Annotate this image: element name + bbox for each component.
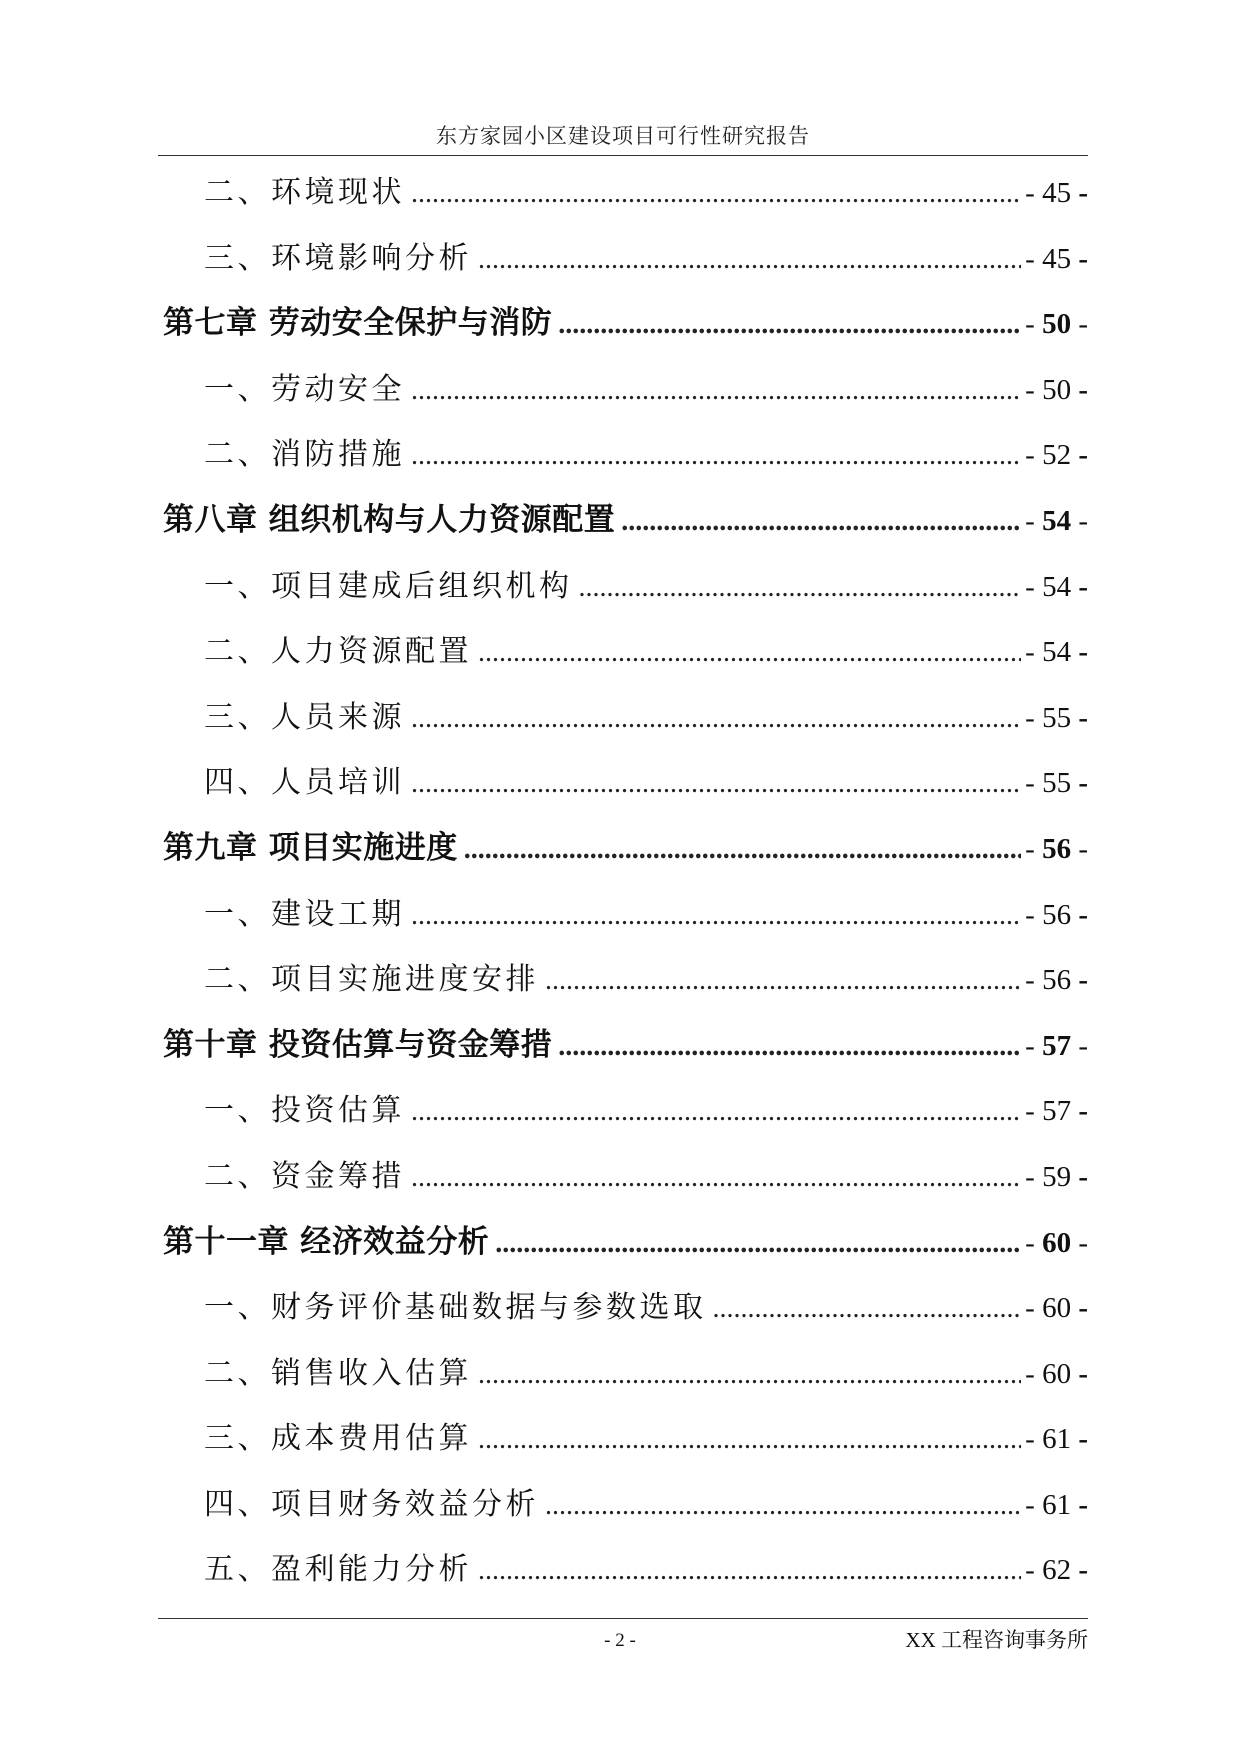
toc-dot-leader xyxy=(478,227,1021,293)
toc-entry-label: 一、项目建成后组织机构 xyxy=(204,568,573,604)
toc-page-number: - 57 - xyxy=(1025,1029,1088,1062)
toc-dot-leader xyxy=(558,1014,1021,1080)
toc-entry[interactable] xyxy=(158,1275,1088,1341)
toc-page-number: - 62 - xyxy=(1025,1554,1088,1587)
toc-entry-label: 二、环境现状 xyxy=(204,175,405,210)
toc-entry-label: 一、投资估算 xyxy=(204,1093,405,1129)
toc-dot-leader xyxy=(411,686,1021,752)
toc-page-number: - 56 - xyxy=(1025,832,1088,865)
toc-page-number: - 45 - xyxy=(1025,177,1088,209)
toc-entry-label: 三、成本费用估算 xyxy=(204,1421,472,1457)
toc-page-number: - 60 - xyxy=(1025,1357,1088,1390)
toc-entry[interactable] xyxy=(158,554,1088,620)
toc-page-number: - 45 - xyxy=(1025,242,1088,275)
footer-page-number: - 2 - xyxy=(604,1630,636,1651)
toc-page-number: - 61 - xyxy=(1025,1423,1088,1456)
toc-entry-label: 一、财务评价基础数据与参数选取 xyxy=(204,1290,707,1326)
toc-chapter-entry[interactable] xyxy=(158,1013,1088,1079)
toc-entry[interactable] xyxy=(158,226,1088,292)
toc-dot-leader xyxy=(411,423,1021,489)
toc-entry-label: 三、人员来源 xyxy=(204,699,405,735)
footer-organization: XX 工程咨询事务所 xyxy=(905,1628,1088,1652)
toc-entry[interactable] xyxy=(158,882,1088,948)
toc-page-number: - 56 - xyxy=(1025,964,1088,997)
toc-dot-leader xyxy=(558,292,1021,358)
page-header-title: 东方家园小区建设项目可行性研究报告 xyxy=(436,124,810,148)
toc-dot-leader xyxy=(495,1211,1021,1277)
toc-entry[interactable] xyxy=(158,422,1088,488)
toc-chapter-label: 第十章 投资估算与资金筹措 xyxy=(163,1026,553,1063)
toc-dot-leader xyxy=(478,1538,1021,1604)
toc-page-number: - 59 - xyxy=(1025,1160,1088,1193)
table-of-contents xyxy=(158,160,1088,1603)
header-divider xyxy=(158,155,1088,156)
toc-entry[interactable] xyxy=(158,1537,1088,1603)
toc-page-number: - 60 - xyxy=(1025,1226,1088,1259)
toc-entry[interactable] xyxy=(158,947,1088,1013)
toc-entry[interactable] xyxy=(158,685,1088,751)
toc-chapter-entry[interactable] xyxy=(158,1210,1088,1276)
toc-dot-leader xyxy=(713,1276,1022,1342)
toc-entry[interactable] xyxy=(158,1144,1088,1210)
toc-dot-leader xyxy=(411,883,1021,949)
toc-entry[interactable] xyxy=(158,619,1088,685)
toc-dot-leader xyxy=(545,948,1021,1014)
toc-entry-label: 二、项目实施进度安排 xyxy=(204,962,539,998)
toc-chapter-entry[interactable] xyxy=(158,488,1088,554)
toc-chapter-entry[interactable] xyxy=(158,291,1088,357)
toc-page-number: - 54 - xyxy=(1025,504,1088,537)
toc-dot-leader xyxy=(411,358,1021,424)
toc-entry[interactable] xyxy=(158,160,1088,226)
toc-page-number: - 54 - xyxy=(1025,570,1088,603)
toc-entry[interactable] xyxy=(158,1472,1088,1538)
toc-entry[interactable] xyxy=(158,1406,1088,1472)
toc-entry[interactable] xyxy=(158,1341,1088,1407)
toc-entry[interactable] xyxy=(158,1078,1088,1144)
toc-page-number: - 50 - xyxy=(1025,373,1088,406)
toc-dot-leader xyxy=(478,1407,1021,1473)
toc-dot-leader xyxy=(411,161,1021,227)
toc-entry-label: 二、资金筹措 xyxy=(204,1158,405,1194)
toc-entry-label: 四、项目财务效益分析 xyxy=(204,1486,539,1522)
toc-page-number: - 54 - xyxy=(1025,636,1088,669)
toc-dot-leader xyxy=(478,620,1021,686)
toc-dot-leader xyxy=(411,1079,1021,1145)
toc-chapter-label: 第九章 项目实施进度 xyxy=(163,829,458,866)
toc-entry-label: 二、消防措施 xyxy=(204,437,405,473)
toc-chapter-label: 第七章 劳动安全保护与消防 xyxy=(163,305,553,342)
toc-dot-leader xyxy=(621,489,1021,555)
toc-entry-label: 一、劳动安全 xyxy=(204,371,405,407)
toc-dot-leader xyxy=(411,751,1021,817)
toc-chapter-entry[interactable] xyxy=(158,816,1088,882)
toc-page-number: - 61 - xyxy=(1025,1488,1088,1521)
toc-page-number: - 56 - xyxy=(1025,898,1088,931)
toc-page-number: - 50 - xyxy=(1025,308,1088,341)
toc-page-number: - 60 - xyxy=(1025,1292,1088,1325)
toc-chapter-label: 第十一章 经济效益分析 xyxy=(163,1223,490,1260)
toc-dot-leader xyxy=(464,817,1021,883)
toc-entry-label: 三、环境影响分析 xyxy=(204,240,472,276)
toc-dot-leader xyxy=(545,1473,1021,1539)
toc-page-number: - 55 - xyxy=(1025,767,1088,800)
toc-entry-label: 一、建设工期 xyxy=(204,896,405,932)
toc-entry-label: 二、销售收入估算 xyxy=(204,1355,472,1391)
toc-entry-label: 五、盈利能力分析 xyxy=(204,1552,472,1588)
toc-entry-label: 四、人员培训 xyxy=(204,765,405,801)
footer-divider xyxy=(158,1618,1088,1619)
toc-page-number: - 57 - xyxy=(1025,1095,1088,1128)
toc-dot-leader xyxy=(411,1145,1021,1211)
toc-entry[interactable] xyxy=(158,357,1088,423)
toc-page-number: - 52 - xyxy=(1025,439,1088,472)
toc-chapter-label: 第八章 组织机构与人力资源配置 xyxy=(163,501,616,538)
toc-dot-leader xyxy=(478,1342,1021,1408)
toc-entry-label: 二、人力资源配置 xyxy=(204,634,472,670)
toc-entry[interactable] xyxy=(158,750,1088,816)
toc-dot-leader xyxy=(579,555,1022,621)
toc-page-number: - 55 - xyxy=(1025,701,1088,734)
